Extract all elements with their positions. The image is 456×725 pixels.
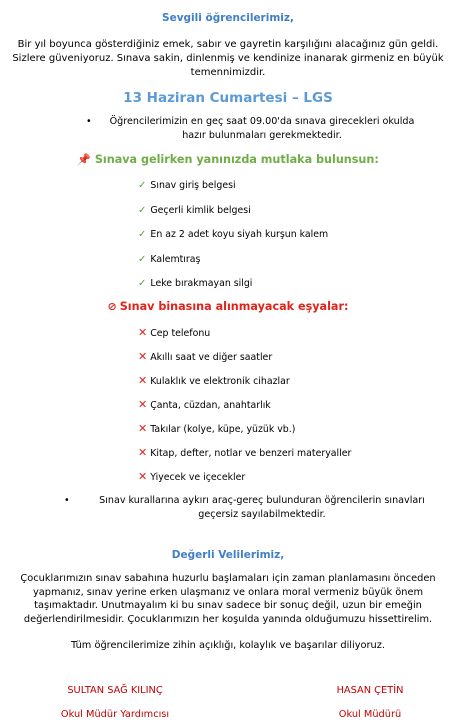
rules-note-text: Sınav kurallarına aykırı araç-gereç bulunduran öğrencilerin sınavları geçersiz sayılabilmektedir. xyxy=(99,495,425,520)
list-item-text: Yiyecek ve içecekler xyxy=(150,472,246,483)
list-item-text: Kulaklık ve elektronik cihazlar xyxy=(150,376,290,387)
parents-heading: Değerli Velilerimiz, xyxy=(171,549,285,561)
signature-role: Okul Müdürü xyxy=(338,709,402,720)
list-item-text: En az 2 adet koyu siyah kurşun kalem xyxy=(150,229,329,240)
check-icon: ✓ xyxy=(138,180,147,191)
list-item-text: Cep telefonu xyxy=(150,328,211,339)
wish-paragraph: Tüm öğrencilerimize zihin açıklığı, kolaylık ve başarılar diliyoruz. xyxy=(70,640,386,651)
rules-note xyxy=(64,494,446,522)
list-item-text: Leke bırakmayan silgi xyxy=(150,278,253,289)
list-item xyxy=(138,446,351,459)
prohibited-icon: ⊘ xyxy=(107,300,117,313)
check-icon: ✓ xyxy=(138,254,147,265)
bring-heading xyxy=(0,153,456,166)
cross-icon: ✕ xyxy=(138,422,148,435)
list-item-text: Akıllı saat ve diğer saatler xyxy=(150,352,273,363)
list-item xyxy=(138,278,252,289)
bullet-icon: • xyxy=(64,495,70,506)
list-item-text: Takılar (kolye, küpe, yüzük vb.) xyxy=(150,424,296,435)
list-item-text: Kitap, defter, notlar ve benzeri materyaller xyxy=(150,448,352,459)
list-item xyxy=(138,229,328,240)
list-item xyxy=(138,422,295,435)
not-allowed-heading xyxy=(0,300,456,313)
list-item-text: Kalemtıraş xyxy=(150,254,201,265)
cross-icon: ✕ xyxy=(138,446,148,459)
list-item-text: Sınav giriş belgesi xyxy=(150,180,236,191)
list-item xyxy=(138,326,210,339)
cross-icon: ✕ xyxy=(138,350,148,363)
signature-name: SULTAN SAĞ KILINÇ xyxy=(67,685,163,696)
signature-name: HASAN ÇETİN xyxy=(336,685,404,696)
bring-heading-text: Sınava gelirken yanınızda mutlaka bulunsun: xyxy=(94,153,379,166)
cross-icon: ✕ xyxy=(138,470,148,483)
intro-paragraph: Bir yıl boyunca gösterdiğiniz emek, sabır ve gayretin karşılığını alacağınız gün geldi. Sizlere güveniyoruz. Sınava sakin, dinlenmiş ve kendinize inanarak girmeniz en büyük temennimizdir. xyxy=(12,39,444,78)
arrival-note-text: Öğrencilerimizin en geç saat 09.00'da sınava girecekleri okulda hazır bulunmaları gerekmektedir. xyxy=(109,116,415,141)
list-item xyxy=(138,470,245,483)
pushpin-icon: 📌 xyxy=(77,153,91,166)
check-icon: ✓ xyxy=(138,278,147,289)
cross-icon: ✕ xyxy=(138,326,148,339)
list-item-text: Geçerli kimlik belgesi xyxy=(150,205,251,216)
bullet-icon: • xyxy=(86,116,92,127)
cross-icon: ✕ xyxy=(138,398,148,411)
list-item-text: Çanta, cüzdan, anahtarlık xyxy=(150,400,271,411)
signature-right xyxy=(305,684,435,721)
list-item xyxy=(138,205,251,216)
list-item xyxy=(138,254,200,265)
cross-icon: ✕ xyxy=(138,374,148,387)
list-item xyxy=(138,180,236,191)
list-item xyxy=(138,374,290,387)
arrival-note xyxy=(86,115,426,143)
parents-paragraph: Çocuklarımızın sınav sabahına huzurlu başlamaları için zaman planlamasını önceden yapmanız, sınav yerine erken ulaşmanız ve onlara moral vermeniz büyük önem taşımaktadır. Unutmayalım ki bu sınav sadece bir sonuç değil, uzun bir emeğin değerlendirilmesidir. Çocuklarımızın her koşulda yanında olduğumuzu hissettirelim. xyxy=(20,573,436,625)
signature-left xyxy=(40,684,190,721)
exam-date-heading: 13 Haziran Cumartesi – LGS xyxy=(123,90,333,106)
check-icon: ✓ xyxy=(138,205,147,216)
check-icon: ✓ xyxy=(138,229,147,240)
signature-role: Okul Müdür Yardımcısı xyxy=(60,709,170,720)
list-item xyxy=(138,350,272,363)
list-item xyxy=(138,398,271,411)
not-allowed-heading-text: Sınav binasına alınmayacak eşyalar: xyxy=(119,300,349,313)
greeting-heading: Sevgili öğrencilerimiz, xyxy=(162,12,294,24)
